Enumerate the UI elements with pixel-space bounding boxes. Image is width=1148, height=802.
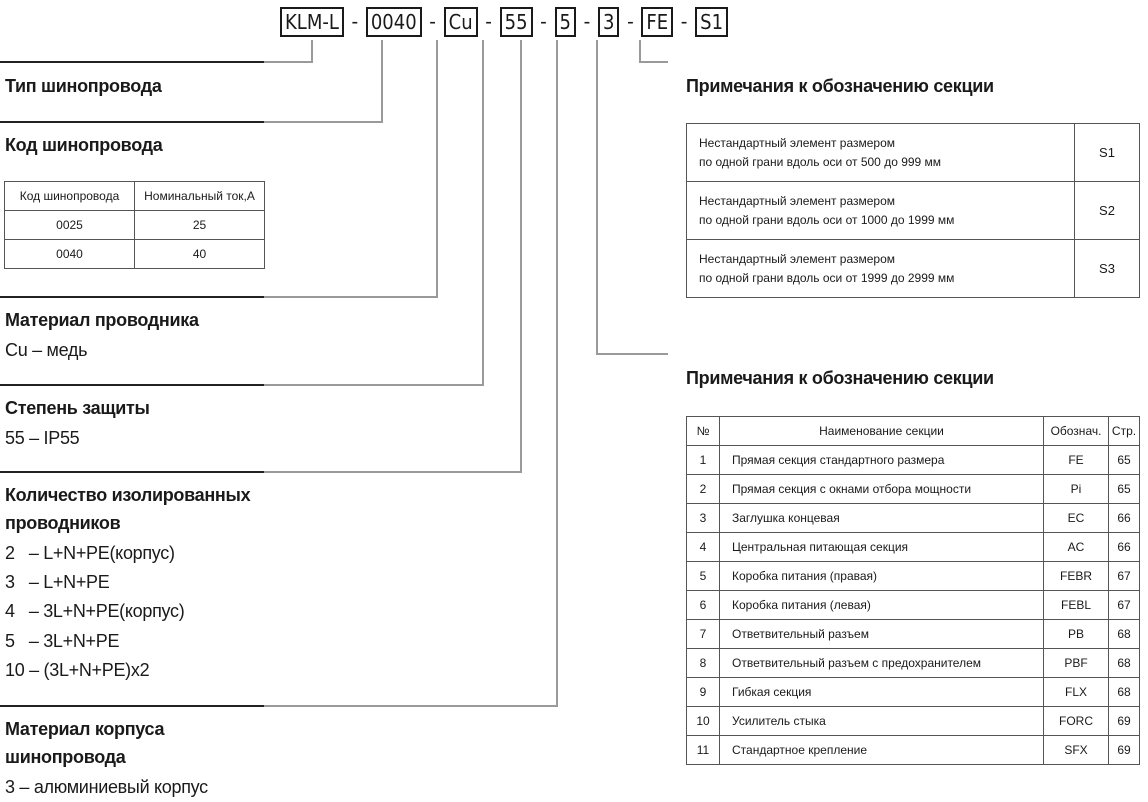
table-row: [687, 182, 1140, 240]
table-cell: 25: [135, 211, 265, 240]
section-number: 6: [687, 591, 720, 620]
code-table: [4, 181, 265, 269]
table-row: [687, 707, 1140, 736]
table-row: [687, 649, 1140, 678]
section-name: Прямая секция стандартного размера: [720, 446, 1044, 475]
table-cell: 0025: [5, 211, 135, 240]
conductors-title: проводников: [5, 513, 121, 533]
section-page: 68: [1109, 678, 1140, 707]
code-separator: -: [485, 10, 492, 33]
section-name: Ответвительный разъем: [720, 620, 1044, 649]
section-page: 69: [1109, 736, 1140, 765]
divider: [0, 471, 264, 473]
note-code: S2: [1075, 182, 1140, 240]
divider: [0, 384, 264, 386]
code-separator: -: [351, 10, 359, 33]
note-line: по одной грани вдоль оси от 1999 до 2999 мм: [699, 270, 955, 285]
section-code: FE: [1044, 446, 1109, 475]
code-separator: -: [627, 10, 634, 33]
section-code: FLX: [1044, 678, 1109, 707]
code-separator: -: [680, 10, 688, 33]
type-title: Тип шинопровода: [5, 76, 162, 96]
section-name: Коробка питания (правая): [720, 562, 1044, 591]
code-protection: 55: [500, 7, 533, 37]
code-table-header: Код шинопровода: [5, 182, 135, 211]
conductors-option: 5 – 3L+N+PE: [5, 631, 120, 651]
product-code: [280, 6, 728, 38]
section-number: 7: [687, 620, 720, 649]
section-page: 68: [1109, 649, 1140, 678]
section-number: 2: [687, 475, 720, 504]
note-line: Нестандартный элемент размером: [699, 251, 896, 266]
table-row: [687, 591, 1140, 620]
conductors-option: 2 – L+N+PE(корпус): [5, 543, 175, 563]
connector-conductors: [264, 40, 521, 472]
section-code: Pi: [1044, 475, 1109, 504]
section-number: 1: [687, 446, 720, 475]
code-section: FE: [641, 7, 673, 37]
note-code: S3: [1075, 240, 1140, 298]
notes-title: Примечания к обозначению секции: [686, 76, 994, 96]
divider: [0, 61, 264, 63]
section-number: 4: [687, 533, 720, 562]
section-number: 5: [687, 562, 720, 591]
section-code: SFX: [1044, 736, 1109, 765]
table-header: Обознач.: [1044, 417, 1109, 446]
code-table-header: Номинальный ток,А: [135, 182, 265, 211]
section-code: FORC: [1044, 707, 1109, 736]
section-page: 67: [1109, 591, 1140, 620]
section-number: 3: [687, 504, 720, 533]
code-title: Код шинопровода: [5, 135, 163, 155]
notes-table: [686, 123, 1140, 298]
table-row: [5, 211, 265, 240]
table-row: [687, 475, 1140, 504]
section-code: FEBL: [1044, 591, 1109, 620]
section-code: FEBR: [1044, 562, 1109, 591]
table-header: Стр.: [1109, 417, 1140, 446]
divider: [0, 121, 264, 123]
section-name: Ответвительный разъем с предохранителем: [720, 649, 1044, 678]
divider: [0, 705, 264, 707]
section-number: 8: [687, 649, 720, 678]
code-series: KLM-L: [280, 7, 344, 37]
note-line: по одной грани вдоль оси от 500 до 999 мм: [699, 154, 942, 169]
connector-note: [640, 40, 668, 62]
note-description: [687, 124, 1075, 182]
material-title: Материал проводника: [5, 310, 199, 330]
conductors-option: 3 – L+N+PE: [5, 572, 110, 592]
housing-title: шинопровода: [5, 747, 126, 767]
conductors-title: Количество изолированных: [5, 485, 251, 505]
connector-type: [264, 40, 312, 62]
table-row: [687, 124, 1140, 182]
housing-title: Материал корпуса: [5, 719, 165, 739]
connector-housing: [264, 40, 557, 706]
housing-value: 3 – алюминиевый корпус: [5, 777, 208, 797]
section-name: Стандартное крепление: [720, 736, 1044, 765]
section-page: 66: [1109, 504, 1140, 533]
section-code: EC: [1044, 504, 1109, 533]
sections-title: Примечания к обозначению секции: [686, 368, 994, 388]
note-line: Нестандартный элемент размером: [699, 193, 896, 208]
table-cell: 40: [135, 240, 265, 269]
table-row: [687, 620, 1140, 649]
section-page: 65: [1109, 446, 1140, 475]
table-header-row: [687, 417, 1140, 446]
connector-section: [597, 40, 668, 354]
code-conductors: 5: [555, 7, 576, 37]
section-code: PB: [1044, 620, 1109, 649]
table-header: Наименование секции: [720, 417, 1044, 446]
section-name: Центральная питающая секция: [720, 533, 1044, 562]
section-name: Усилитель стыка: [720, 707, 1044, 736]
table-row: [687, 736, 1140, 765]
section-page: 68: [1109, 620, 1140, 649]
code-housing: 3: [598, 7, 619, 37]
conductors-option: 4 – 3L+N+PE(корпус): [5, 601, 185, 621]
section-number: 9: [687, 678, 720, 707]
code-separator: -: [429, 10, 436, 33]
section-code: AC: [1044, 533, 1109, 562]
section-number: 11: [687, 736, 720, 765]
code-note: S1: [695, 7, 728, 37]
section-name: Коробка питания (левая): [720, 591, 1044, 620]
protection-title: Степень защиты: [5, 398, 150, 418]
protection-value: 55 – IP55: [5, 428, 80, 448]
table-row: [687, 533, 1140, 562]
connector-protection: [264, 40, 483, 385]
material-value: Cu – медь: [5, 340, 88, 360]
section-page: 65: [1109, 475, 1140, 504]
note-description: [687, 240, 1075, 298]
table-cell: 0040: [5, 240, 135, 269]
divider: [0, 296, 264, 298]
note-line: Нестандартный элемент размером: [699, 135, 896, 150]
table-row: [687, 562, 1140, 591]
sections-table: [686, 416, 1140, 765]
code-busbar-code: 0040: [366, 7, 422, 37]
connector-material: [264, 40, 437, 297]
table-header: №: [687, 417, 720, 446]
section-number: 10: [687, 707, 720, 736]
table-row: [687, 446, 1140, 475]
table-row: [5, 240, 265, 269]
table-row: [687, 504, 1140, 533]
note-code: S1: [1075, 124, 1140, 182]
code-separator: -: [583, 10, 591, 33]
table-row: [687, 240, 1140, 298]
note-description: [687, 182, 1075, 240]
note-line: по одной грани вдоль оси от 1000 до 1999 мм: [699, 212, 955, 227]
section-page: 69: [1109, 707, 1140, 736]
code-material: Cu: [444, 7, 478, 37]
table-row: [687, 678, 1140, 707]
section-name: Заглушка концевая: [720, 504, 1044, 533]
connector-code: [264, 40, 382, 122]
section-page: 67: [1109, 562, 1140, 591]
section-code: PBF: [1044, 649, 1109, 678]
section-name: Гибкая секция: [720, 678, 1044, 707]
section-name: Прямая секция с окнами отбора мощности: [720, 475, 1044, 504]
code-separator: -: [540, 10, 547, 33]
section-page: 66: [1109, 533, 1140, 562]
conductors-option: 10 – (3L+N+PE)x2: [5, 660, 150, 680]
